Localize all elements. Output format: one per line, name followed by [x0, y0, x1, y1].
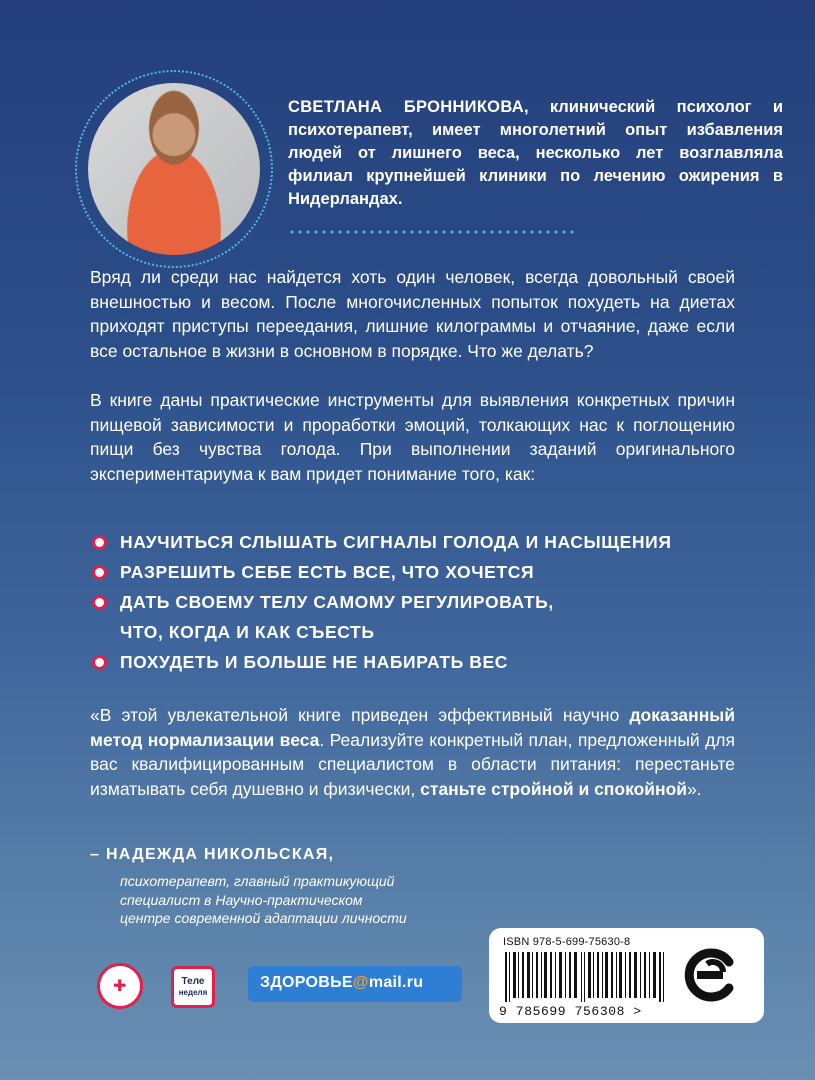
list-item: [90, 557, 770, 587]
list-item: [90, 527, 770, 557]
list-item-text: ДАТЬ СВОЕМУ ТЕЛУ САМОМУ РЕГУЛИРОВАТЬ,: [120, 592, 554, 612]
cross-icon: ✚: [113, 978, 127, 995]
quote-emphasis: доказанный метод нормализации веса: [90, 705, 735, 750]
bullet-icon: [92, 595, 107, 610]
bullet-icon: [92, 535, 107, 550]
signature-role-line: психотерапевт, главный практикующий: [120, 873, 395, 889]
intro-paragraph: Вряд ли среди нас найдется хоть один человек, всегда довольный своей внешностью и весом. После многочисленных попыток похудеть на диетах приходят приступы переедания, лишние килограммы и отчаяние, даже если все остальное в жизни в основном в порядке. Что же делать?: [90, 267, 735, 361]
author-photo: [88, 83, 260, 255]
barcode-panel: [489, 928, 764, 1023]
quote-text: ».: [687, 778, 702, 799]
logo-text: ЗДОРОВЬЕ: [260, 974, 353, 991]
quote-text: . Реализуйте конкретный план, предложенный для вас квалифицированным специалистом в области питания: перестаньте изматывать себя душевно и физически,: [90, 729, 735, 799]
signature-role: [120, 872, 407, 928]
quote-emphasis: станьте стройной и спокойной: [420, 778, 688, 799]
quote-text: «В этой увлекательной книге приведен эффективный научно: [90, 705, 630, 725]
author-bio-text: , клинический психолог и психотерапевт, имеет многолетний опыт избавления людей от лишнего веса, несколько лет возглавляла филиал крупнейшей клиники по лечению ожирения в Нидерландах.: [288, 98, 783, 208]
bullet-icon: [92, 565, 107, 580]
author-name: СВЕТЛАНА БРОННИКОВА: [288, 98, 524, 116]
list-item: [90, 587, 770, 647]
tele-logo-line: Теле: [181, 976, 205, 987]
dotted-divider: [288, 230, 578, 234]
nutrition-seal-logo: [97, 963, 143, 1009]
zdorovie-mail-logo: [248, 966, 462, 1002]
list-item-text: РАЗРЕШИТЬ СЕБЕ ЕСТЬ ВСЕ, ЧТО ХОЧЕТСЯ: [120, 562, 535, 582]
isbn-text: ISBN 978-5-699-75630-8: [503, 936, 631, 948]
list-item: [90, 647, 770, 677]
barcode-digits: 9 785699 756308 >: [499, 1004, 642, 1019]
testimonial-quote: [90, 703, 735, 801]
benefits-list: [90, 527, 770, 677]
list-item-text: ПОХУДЕТЬ И БОЛЬШЕ НЕ НАБИРАТЬ ВЕС: [120, 652, 509, 672]
description-paragraph: В книге даны практические инструменты для выявления конкретных причин пищевой зависимости и проработки эмоций, толкающих нас к поглощению пищи без чувства голода. При выполнении заданий оригинального экспериментариума к вам придет понимание того, как:: [90, 390, 735, 484]
signature-role-line: специалист в Научно-практическом: [120, 891, 363, 908]
tele-logo-line: неделя: [178, 988, 208, 997]
logo-text: mail.ru: [368, 974, 424, 991]
list-item-text-cont: ЧТО, КОГДА И КАК СЪЕСТЬ: [120, 622, 375, 642]
barcode: [503, 952, 668, 1002]
list-item-text: НАУЧИТЬСЯ СЛЫШАТЬ СИГНАЛЫ ГОЛОДА И НАСЫЩЕНИЯ: [120, 532, 672, 552]
signature-role-line: центре современной адаптации личности: [120, 910, 407, 926]
signature-name: – НАДЕЖДА НИКОЛЬСКАЯ,: [90, 846, 335, 863]
bullet-icon: [92, 655, 107, 670]
tele-nedelya-logo: [171, 966, 215, 1008]
author-bio: [288, 96, 783, 211]
eksmo-logo-icon: [683, 942, 741, 1008]
logo-at: @: [352, 974, 369, 991]
